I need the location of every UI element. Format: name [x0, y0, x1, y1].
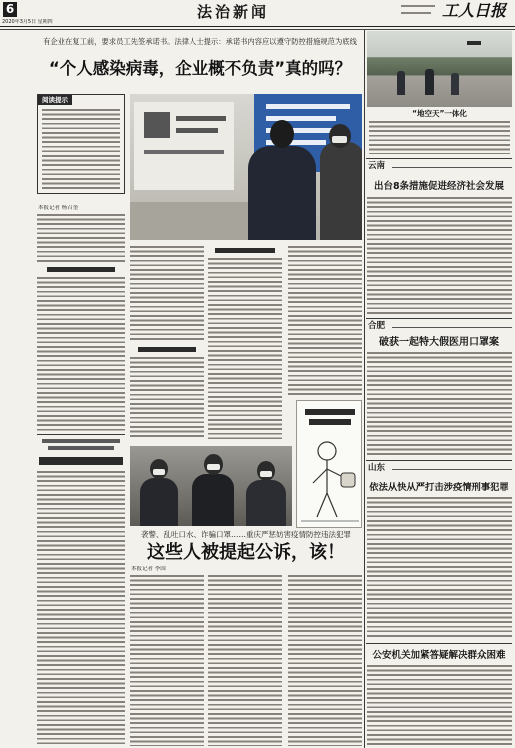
- brief-body-text: [367, 665, 512, 746]
- photo-sign-lettering: [144, 150, 224, 154]
- editor-credit-line: [401, 5, 435, 7]
- reading-tip-label: 阅读提示: [38, 95, 72, 105]
- right-column-photo: [367, 31, 512, 107]
- proofreader-credit-line: [401, 12, 431, 14]
- notice-lettering: [266, 104, 350, 109]
- cartoon-money-bag: [341, 473, 355, 487]
- brief-tag-rule: [392, 167, 512, 168]
- cartoon-illustration: [296, 400, 362, 528]
- photo-person-body: [140, 478, 178, 526]
- cartoon-caption-line: [305, 409, 355, 415]
- lead-story-body-column: [37, 214, 125, 262]
- lead-story-headline: “个人感染病毒，企业概不负责”真的吗？: [48, 59, 352, 78]
- lead-story-subheading: [138, 347, 196, 352]
- photo-person-body: [246, 480, 286, 526]
- brief-headline: 破获一起特大假医用口罩案: [379, 337, 499, 348]
- photo-person-body: [248, 146, 316, 240]
- brief-tag-rule: [392, 469, 512, 470]
- cartoon-caption-line: [309, 419, 351, 425]
- brief-body-text: [367, 497, 512, 639]
- chongqing-story-body-column: [130, 575, 204, 746]
- photo-person-head: [270, 120, 294, 148]
- lead-story-body-column: [130, 246, 204, 342]
- photo-sign-large-glyph: [144, 112, 170, 138]
- brief-divider: [366, 643, 512, 644]
- photo-person: [425, 69, 434, 95]
- photo-counter: [130, 202, 256, 240]
- lead-story-byline: 本报记者 杨召奎: [38, 205, 79, 211]
- brief-tag-rule: [392, 327, 512, 328]
- lower-left-kicker-line: [48, 446, 114, 450]
- header-rule-thin: [0, 29, 515, 30]
- lead-story-subheading: [47, 267, 115, 272]
- photo-sign-lettering: [176, 128, 218, 133]
- photo-second-person-body: [320, 142, 362, 240]
- brief-place-tag: 合肥: [368, 321, 386, 331]
- chongqing-story-kicker: 袭警、乱吐口水、诈骗口罩……重庆严惩妨害疫情防控违法犯罪: [141, 530, 351, 539]
- reading-tip-text: [42, 109, 120, 190]
- reading-tip-box: [37, 94, 125, 194]
- lead-story-body-column: [208, 258, 282, 440]
- brief-headline: 出台8条措施促进经济社会发展: [373, 181, 505, 192]
- brief-headline: 依法从快从严打击涉疫情刑事犯罪: [369, 482, 509, 493]
- brief-divider: [366, 158, 512, 159]
- cartoon-drawing: [297, 431, 362, 527]
- photo-drone: [467, 41, 481, 45]
- photo-person-body: [192, 474, 234, 526]
- photo-face-mask: [332, 136, 347, 143]
- chongqing-story-body-column: [208, 575, 282, 746]
- chongqing-story-body-column: [288, 575, 362, 746]
- lead-story-body-column: [130, 357, 204, 440]
- cartoon-figure-head: [318, 442, 336, 460]
- masthead-logo: 工人日报: [442, 1, 507, 20]
- photo-face-mask: [153, 469, 165, 475]
- photo-caption-text: [369, 121, 510, 154]
- brief-place-tag: 山东: [368, 463, 386, 473]
- lead-story-photo: [130, 94, 362, 240]
- lower-left-body-column: [37, 471, 125, 746]
- lower-left-headline: [39, 457, 123, 465]
- right-column-divider: [364, 30, 365, 748]
- brief-headline: 公安机关加紧答疑解决群众困难: [372, 650, 506, 661]
- brief-body-text: [367, 352, 512, 457]
- brief-divider: [366, 460, 512, 461]
- masked-officers-photo: [130, 446, 292, 526]
- lead-story-subheading: [215, 248, 275, 253]
- brief-place-tag: 云南: [368, 161, 386, 171]
- photo-person: [451, 73, 459, 95]
- page-number: 6: [3, 2, 17, 17]
- photo-face-mask: [207, 464, 220, 470]
- brief-divider: [366, 318, 512, 319]
- photo-person: [397, 71, 405, 95]
- cartoon-figure-body: [313, 460, 343, 517]
- section-title: 法治新闻: [196, 3, 269, 21]
- issue-date: 2020年3月5日 星期四: [2, 19, 53, 25]
- lead-story-kicker: 有企业在复工前，要求员工先签承诺书。法律人士提示：承诺书内容应以遵守防控措施规范为底线: [43, 37, 357, 46]
- article-divider: [37, 434, 125, 435]
- chongqing-story-headline: 这些人被提起公诉，该！: [147, 542, 345, 563]
- lower-left-kicker-line: [42, 439, 120, 443]
- chongqing-story-byline: 本报记者 李国: [131, 566, 166, 572]
- brief-body-text: [367, 197, 512, 315]
- lead-story-body-column: [37, 277, 125, 431]
- photo-caption-title: “地空天”一体化: [412, 109, 467, 118]
- photo-sign-lettering: [176, 116, 226, 121]
- lead-story-body-column: [288, 246, 362, 396]
- header-rule-thick: [0, 26, 515, 27]
- photo-face-mask: [260, 471, 272, 477]
